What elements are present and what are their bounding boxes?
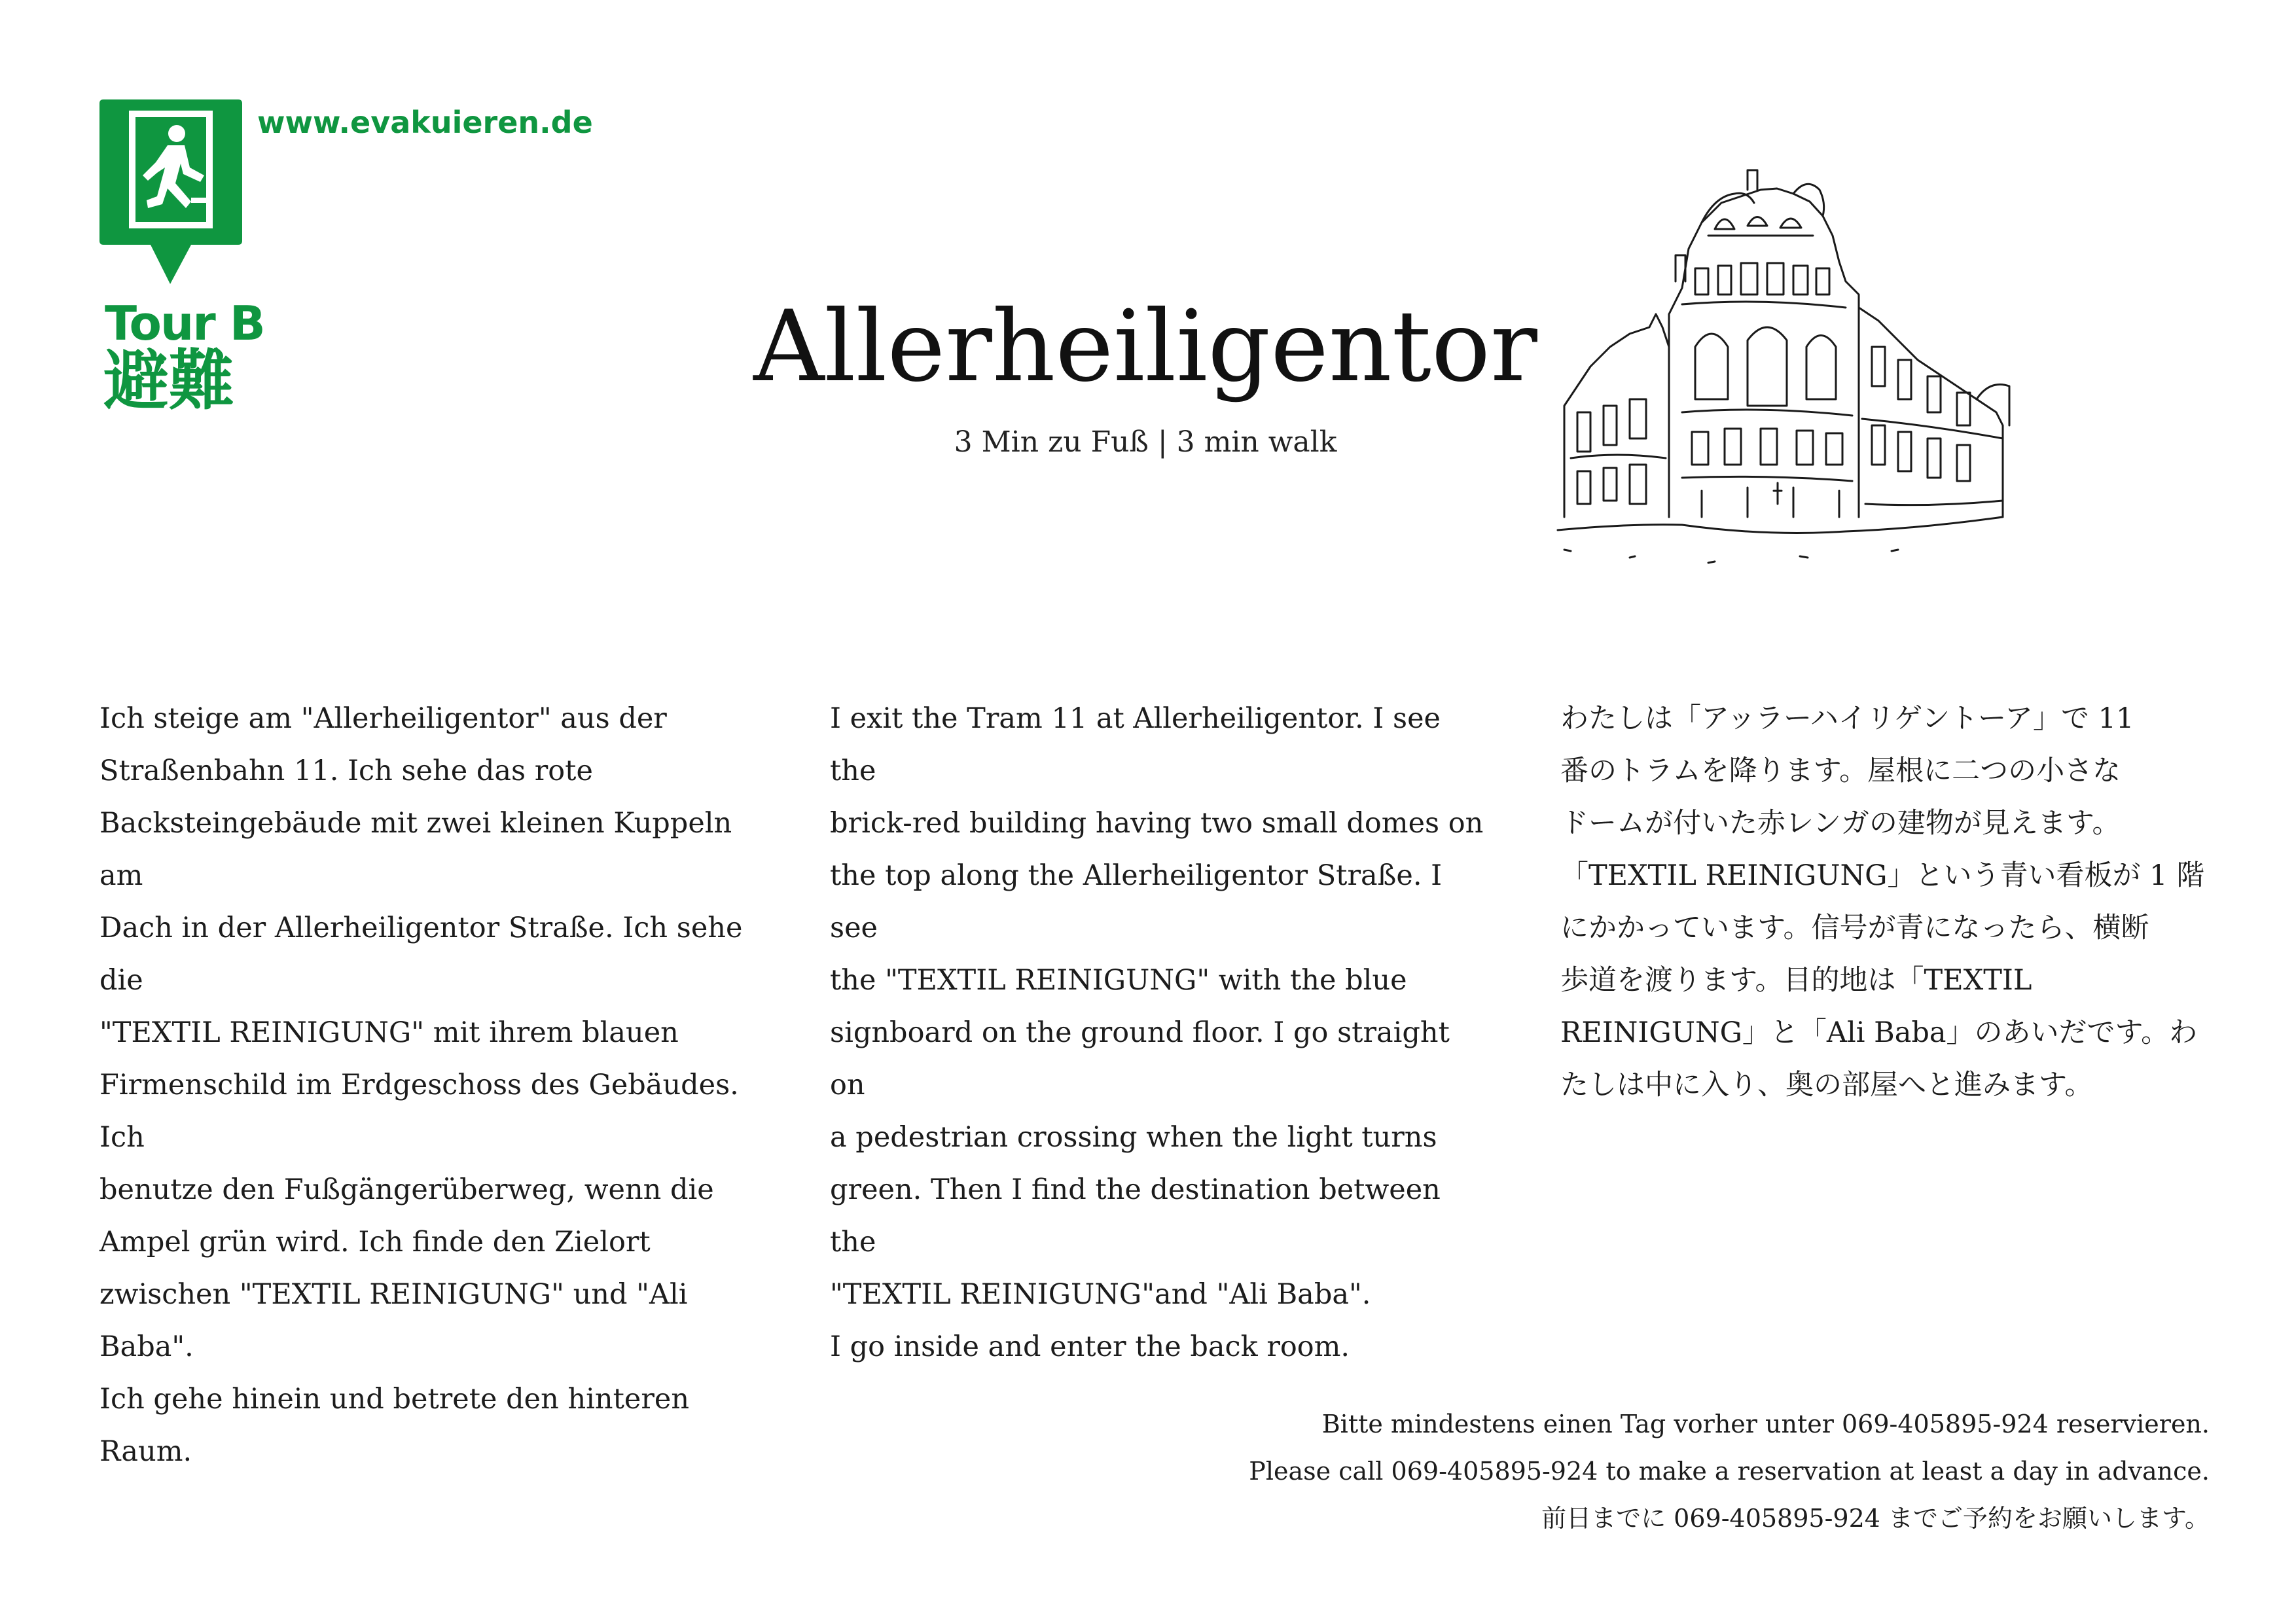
tour-label: Tour B [105, 296, 264, 351]
kanji-label: 避難 [103, 342, 234, 419]
text-column-japanese: わたしは「アッラーハイリゲントーア」で 11 番のトラムを降ります。屋根に二つの小さな ドームが付いた赤レンガの建物が見えます。 「TEXTIL REINIGUNG」という青い看板が 1 階 にかかっています。信号が青になったら、横断 歩道を渡ります。目的地は「TEXTIL REINIGUNG」と「Ali Baba」のあいだです。わ たしは中に入り、奥の部屋へと進みます。 [1560, 702, 2205, 1101]
text-column-english: I exit the Tram 11 at Allerheiligentor. I see the brick-red building having two small domes on the top along the Allerheiligentor Straße. I see the "TEXTIL REINIGUNG" with the blue signboard on the ground floor. I go straight on a pedestrian crossing when the light turns green. Then I find the destination between the "TEXTIL REINIGUNG"and "Ali Baba". I go inside and enter the back room. [830, 702, 1484, 1363]
reservation-note-japanese: 前日までに 069-405895-924 までご予約をお願いします。 [1541, 1504, 2210, 1533]
reservation-note-german: Bitte mindestens einen Tag vorher unter 069-405895-924 reservieren. [1321, 1410, 2210, 1438]
building-illustration [1551, 151, 2022, 569]
site-url[interactable]: www.evakuieren.de [257, 105, 593, 140]
tour-logo [99, 99, 264, 427]
text-column-german: Ich steige am "Allerheiligentor" aus der Straßenbahn 11. Ich sehe das rote Backsteingebäude mit zwei kleinen Kuppeln am Dach in der Allerheiligentor Straße. Ich sehe die "TEXTIL REINIGUNG" mit ihrem blauen Firmenschild im Erdgeschoss des Gebäudes. Ich benutze den Fußgängerüberweg, wenn die Ampel grün wird. Ich finde den Zielort zwischen "TEXTIL REINIGUNG" und "Ali Baba". Ich gehe hinein und betrete den hinteren Raum. [99, 702, 743, 1468]
page-title: Allerheiligentor [753, 290, 1537, 404]
reservation-footer [1249, 1400, 2210, 1542]
walk-time: 3 Min zu Fuß | 3 min walk [954, 425, 1337, 459]
reservation-note-english: Please call 069-405895-924 to make a reservation at least a day in advance. [1249, 1457, 2210, 1486]
